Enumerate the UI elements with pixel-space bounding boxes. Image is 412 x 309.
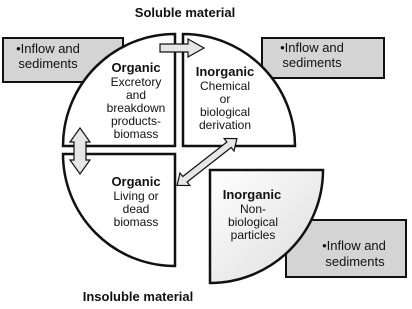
svg-text:sediments: sediments bbox=[282, 55, 342, 70]
svg-text:biomass: biomass bbox=[113, 127, 159, 141]
svg-text:products-: products- bbox=[110, 114, 162, 128]
svg-text:Organic: Organic bbox=[111, 60, 161, 75]
inorganic-insoluble-text bbox=[223, 187, 282, 242]
svg-text:sediments: sediments bbox=[18, 56, 78, 71]
svg-text:Chemical: Chemical bbox=[199, 79, 251, 93]
organic-insoluble-text bbox=[111, 174, 160, 229]
svg-text:Excretory: Excretory bbox=[110, 75, 162, 89]
svg-text:particles: particles bbox=[230, 228, 276, 242]
svg-text:Living or: Living or bbox=[113, 189, 159, 203]
svg-text:Inorganic: Inorganic bbox=[195, 64, 255, 79]
svg-text:and: and bbox=[125, 88, 147, 102]
svg-text:Inorganic: Inorganic bbox=[222, 187, 282, 202]
svg-text:•Inflow and: •Inflow and bbox=[280, 40, 344, 55]
svg-text:dead: dead bbox=[122, 202, 150, 216]
organic-soluble-text bbox=[107, 60, 166, 141]
svg-text:sediments: sediments bbox=[325, 254, 385, 269]
insoluble-material-title: Insoluble material bbox=[82, 289, 194, 304]
svg-text:or: or bbox=[219, 92, 231, 106]
svg-text:breakdown: breakdown bbox=[106, 101, 166, 115]
soluble-material-title: Soluble material bbox=[134, 5, 236, 20]
svg-text:Organic: Organic bbox=[111, 174, 161, 189]
svg-text:biomass: biomass bbox=[113, 215, 159, 229]
svg-text:Non-: Non- bbox=[239, 202, 267, 216]
svg-text:•Inflow and: •Inflow and bbox=[322, 238, 386, 253]
inflow-box-top-right bbox=[262, 38, 384, 78]
svg-text:•Inflow and: •Inflow and bbox=[16, 41, 80, 56]
svg-text:derivation: derivation bbox=[198, 118, 252, 132]
svg-text:biological: biological bbox=[199, 105, 251, 119]
svg-text:biological: biological bbox=[227, 215, 279, 229]
